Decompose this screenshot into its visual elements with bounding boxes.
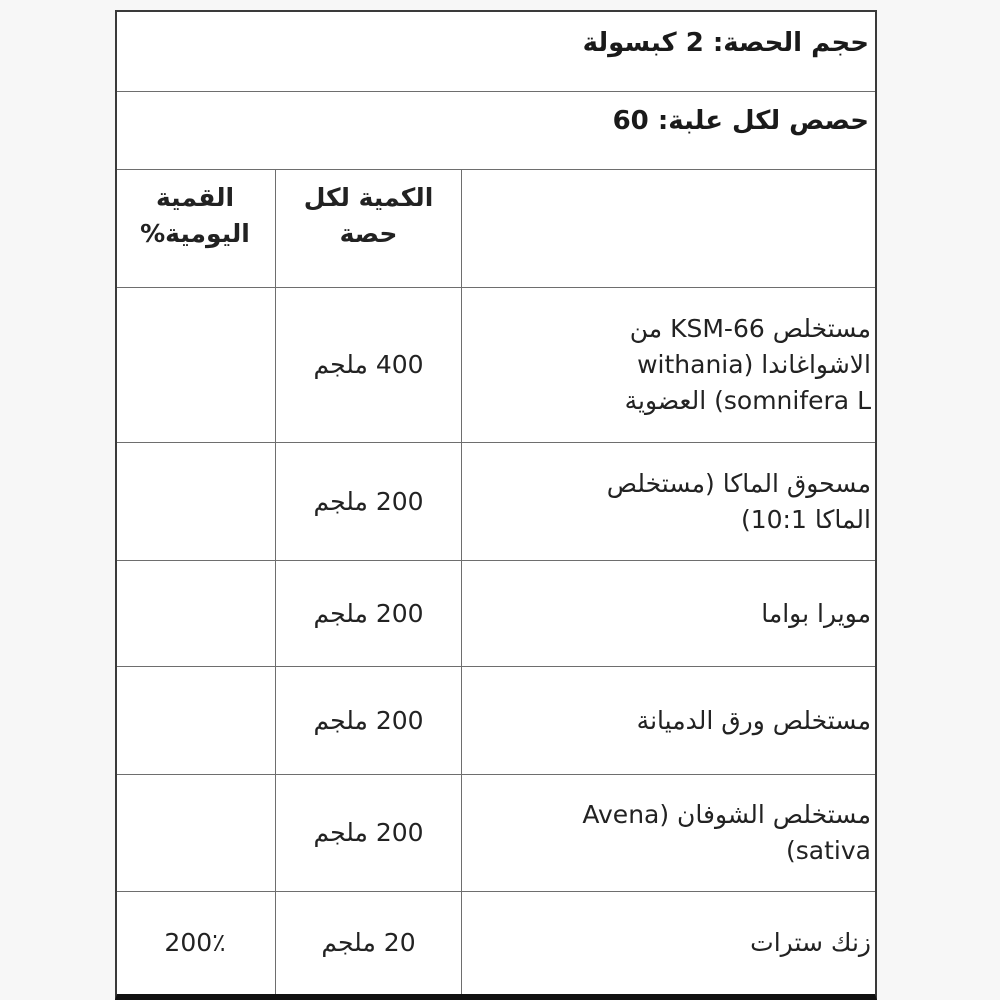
ingredient-amount: 200 ملجم xyxy=(313,818,424,847)
header-ingredient-cell xyxy=(462,170,875,287)
header-daily-value: القمية اليومية% xyxy=(140,183,250,248)
table-row xyxy=(117,775,875,892)
ingredient-amount: 20 ملجم xyxy=(321,928,416,957)
ingredient-amount: 200 ملجم xyxy=(313,705,424,735)
ingredient-name: مستخلص الشوفان (Avena sativa) xyxy=(582,800,871,865)
table-row xyxy=(117,288,875,443)
supplement-facts-table xyxy=(115,10,877,1000)
ingredient-name: مستخلص KSM-66 من الاشواغاندا (withania somnifera L) العضوية xyxy=(624,314,871,415)
header-amount: الكمية لكل حصة xyxy=(303,183,434,248)
servings-per-container-row xyxy=(117,92,875,170)
ingredient-name: مويرا بواما xyxy=(761,598,871,628)
ingredient-amount: 400 ملجم xyxy=(313,350,424,379)
ingredient-amount: 200 ملجم xyxy=(313,598,424,628)
serving-size-row xyxy=(117,12,875,92)
header-amount-cell xyxy=(276,170,462,287)
ingredient-name: زنك سترات xyxy=(750,928,871,957)
header-daily-value-cell xyxy=(115,170,276,287)
ingredient-name: مستخلص ورق الدميانة xyxy=(636,705,871,735)
table-row xyxy=(117,561,875,667)
table-row xyxy=(117,667,875,775)
ingredient-amount: 200 ملجم xyxy=(313,486,424,516)
table-row xyxy=(117,892,875,994)
table-row xyxy=(117,443,875,561)
servings-per-container-text: حصص لكل علبة: 60 xyxy=(612,106,869,136)
ingredient-daily-value: 200٪ xyxy=(164,928,226,957)
ingredient-name: مسحوق الماكا (مستخلص الماكا 10:1) xyxy=(606,468,871,534)
serving-size-text: حجم الحصة: 2 كبسولة xyxy=(582,28,869,58)
column-header-row xyxy=(117,170,875,288)
